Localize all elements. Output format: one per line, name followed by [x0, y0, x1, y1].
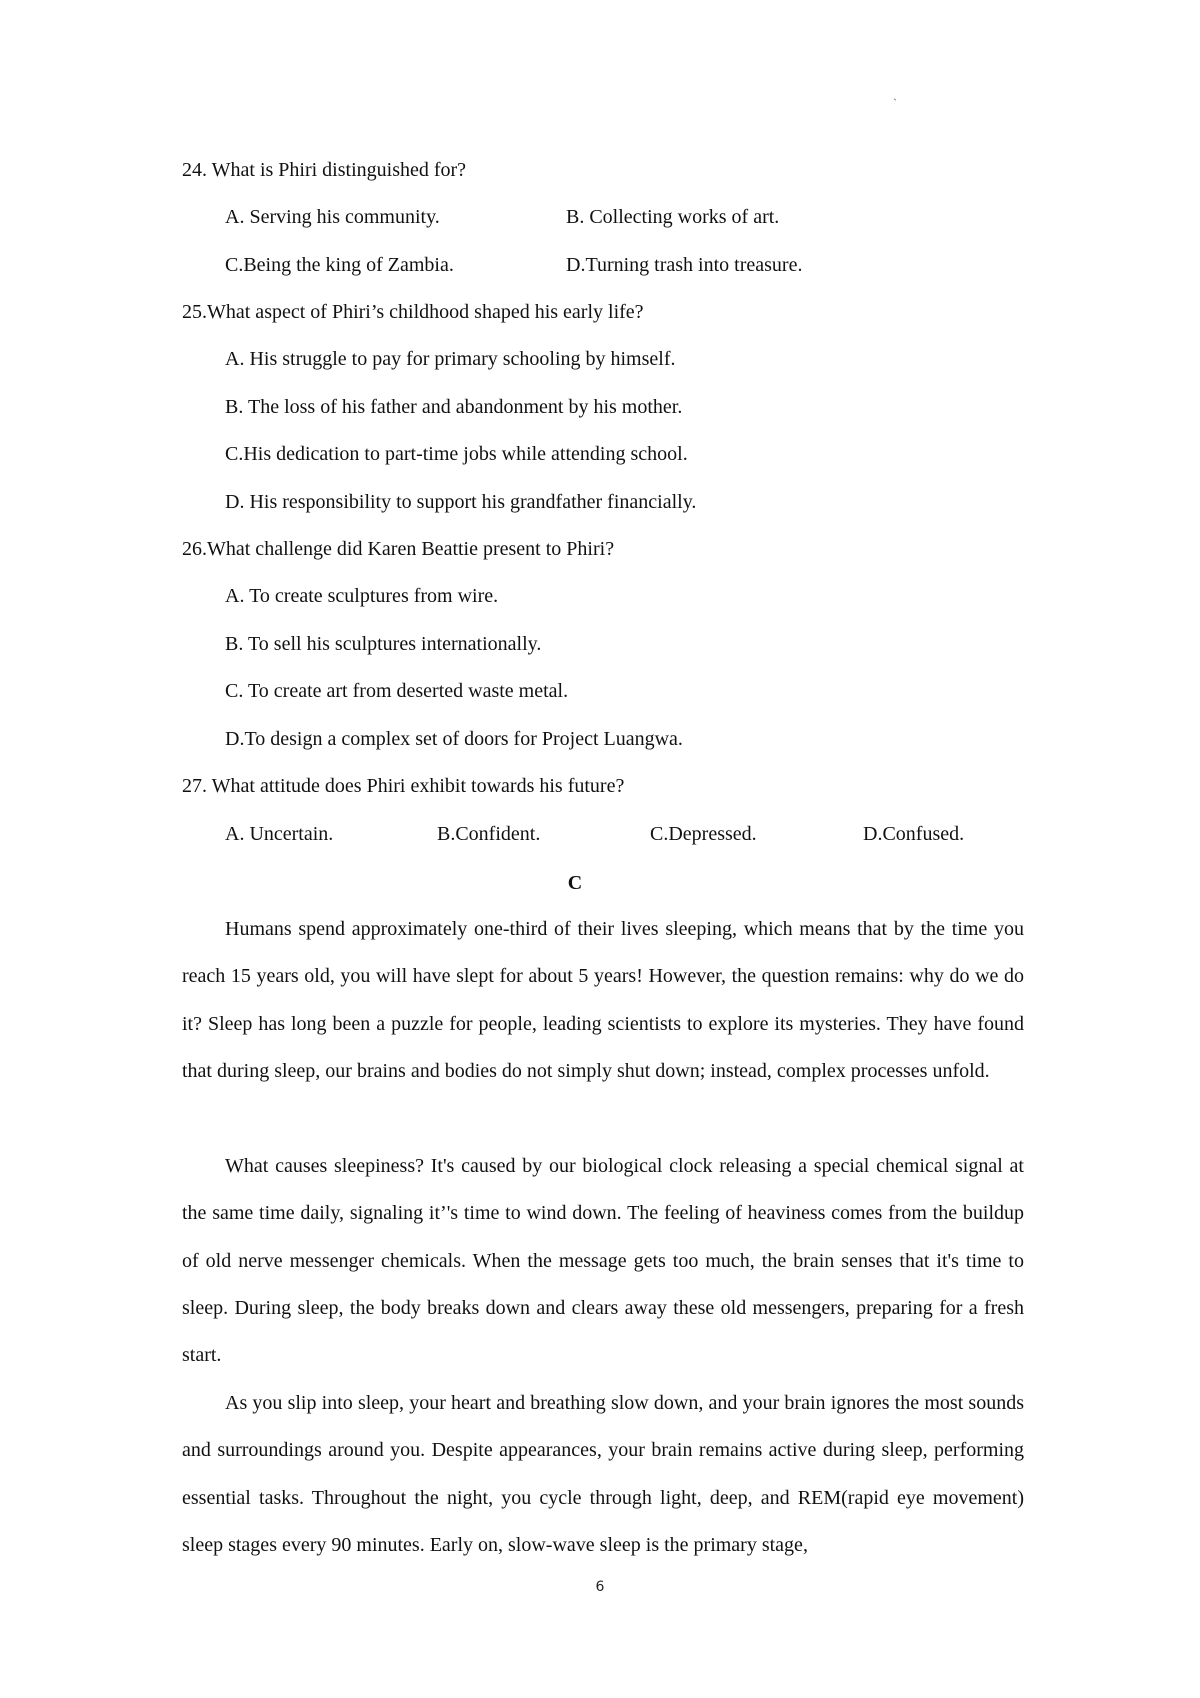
answer-option: C.Being the king of Zambia.	[225, 254, 454, 276]
passage-paragraph: What causes sleepiness? It's caused by our biological clock releasing a special chemical signal at the same time daily, signaling it’'s time to wind down. The feeling of heaviness comes from the buildup of old nerve messenger chemicals. When the message gets too much, the brain senses that it's time to sleep. During sleep, the body breaks down and clears away these old messengers, preparing for a fresh start.	[182, 1155, 1024, 1367]
answer-option: C.His dedication to part-time jobs while attending school.	[225, 443, 688, 465]
answer-option: A. Serving his community.	[225, 206, 440, 228]
answer-option: C.Depressed.	[650, 823, 757, 845]
question-stem: 26.What challenge did Karen Beattie present to Phiri?	[182, 538, 615, 560]
answer-option: A. Uncertain.	[225, 823, 334, 845]
page-number: 6	[595, 1579, 605, 1595]
answer-option: A. His struggle to pay for primary schooling by himself.	[225, 348, 676, 370]
corner-mark: `	[893, 96, 897, 110]
answer-option: B. Collecting works of art.	[566, 206, 780, 228]
answer-option: B.Confident.	[437, 823, 541, 845]
section-heading: C	[567, 872, 583, 894]
answer-option: A. To create sculptures from wire.	[225, 585, 499, 607]
question-stem: 27. What attitude does Phiri exhibit towards his future?	[182, 775, 625, 797]
question-stem: 24. What is Phiri distinguished for?	[182, 159, 467, 181]
answer-option: B. To sell his sculptures internationally.	[225, 633, 542, 655]
answer-option: C. To create art from deserted waste metal.	[225, 680, 569, 702]
question-stem: 25.What aspect of Phiri’s childhood shaped his early life?	[182, 301, 644, 323]
passage-paragraph: Humans spend approximately one-third of their lives sleeping, which means that by the time you reach 15 years old, you will have slept for about 5 years! However, the question remains: why do we do it? Sleep has long been a puzzle for people, leading scientists to explore its mysteries. They have found that during sleep, our brains and bodies do not simply shut down; instead, complex processes unfold.	[182, 918, 1024, 1082]
answer-option: D. His responsibility to support his grandfather financially.	[225, 491, 697, 513]
answer-option: D.To design a complex set of doors for Project Luangwa.	[225, 728, 683, 750]
answer-option: D.Turning trash into treasure.	[566, 254, 803, 276]
answer-option: B. The loss of his father and abandonment by his mother.	[225, 396, 683, 418]
answer-option: D.Confused.	[863, 823, 965, 845]
passage-paragraph: As you slip into sleep, your heart and breathing slow down, and your brain ignores the most sounds and surroundings around you. Despite appearances, your brain remains active during sleep, performing essential tasks. Throughout the night, you cycle through light, deep, and REM(rapid eye movement) sleep stages every 90 minutes. Early on, slow-wave sleep is the primary stage,	[182, 1392, 1024, 1556]
